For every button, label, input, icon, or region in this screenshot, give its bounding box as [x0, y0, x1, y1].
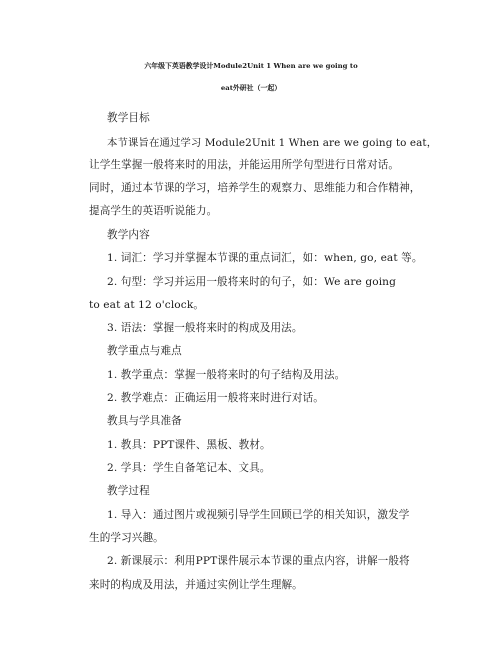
section-heading-content: 教学内容	[107, 229, 150, 241]
section-heading-materials: 教具与学具准备	[107, 415, 182, 427]
list-item: 2. 新课展示：利用PPT课件展示本节课的重点内容，讲解一般将	[107, 555, 410, 567]
list-item-continued: 生的学习兴趣。	[89, 532, 164, 544]
doc-title-line-1: 六年级下英语教学设计Module2Unit 1 When are we going to	[144, 62, 358, 70]
paragraph-line: 让学生掌握一般将来时的用法，并能运用所学句型进行日常对话。	[89, 159, 400, 171]
section-heading-process: 教学过程	[107, 485, 150, 497]
list-item-continued: 来时的构成及用法，并通过实例让学生理解。	[89, 579, 303, 591]
list-item: 1. 教具：PPT课件、黑板、教材。	[107, 439, 271, 451]
section-heading-key-points: 教学重点与难点	[107, 345, 182, 357]
section-heading-objectives: 教学目标	[107, 112, 150, 124]
paragraph-line: 提高学生的英语听说能力。	[89, 205, 218, 217]
paragraph-line: 本节课旨在通过学习 Module2Unit 1 When are we going to eat，	[107, 137, 438, 149]
list-item: 2. 句型：学习并运用一般将来时的句子，如：We are going	[107, 276, 396, 288]
list-item: 1. 教学重点：掌握一般将来时的句子结构及用法。	[107, 369, 346, 381]
paragraph-line: 同时，通过本节课的学习，培养学生的观察力、思维能力和合作精神，	[89, 182, 421, 194]
list-item-continued: to eat at 12 o'clock。	[89, 299, 205, 311]
doc-title-line-2: eat外研社（一起）	[220, 84, 282, 92]
list-item: 2. 学具：学生自备笔记本、文具。	[107, 462, 271, 474]
list-item: 2. 教学难点：正确运用一般将来时进行对话。	[107, 392, 324, 404]
list-item: 1. 导入：通过图片或视频引导学生回顾已学的相关知识，激发学	[107, 509, 410, 521]
list-item: 3. 语法：掌握一般将来时的构成及用法。	[107, 322, 303, 334]
list-item: 1. 词汇：学习并掌握本节课的重点词汇，如：when, go, eat 等。	[107, 252, 423, 264]
